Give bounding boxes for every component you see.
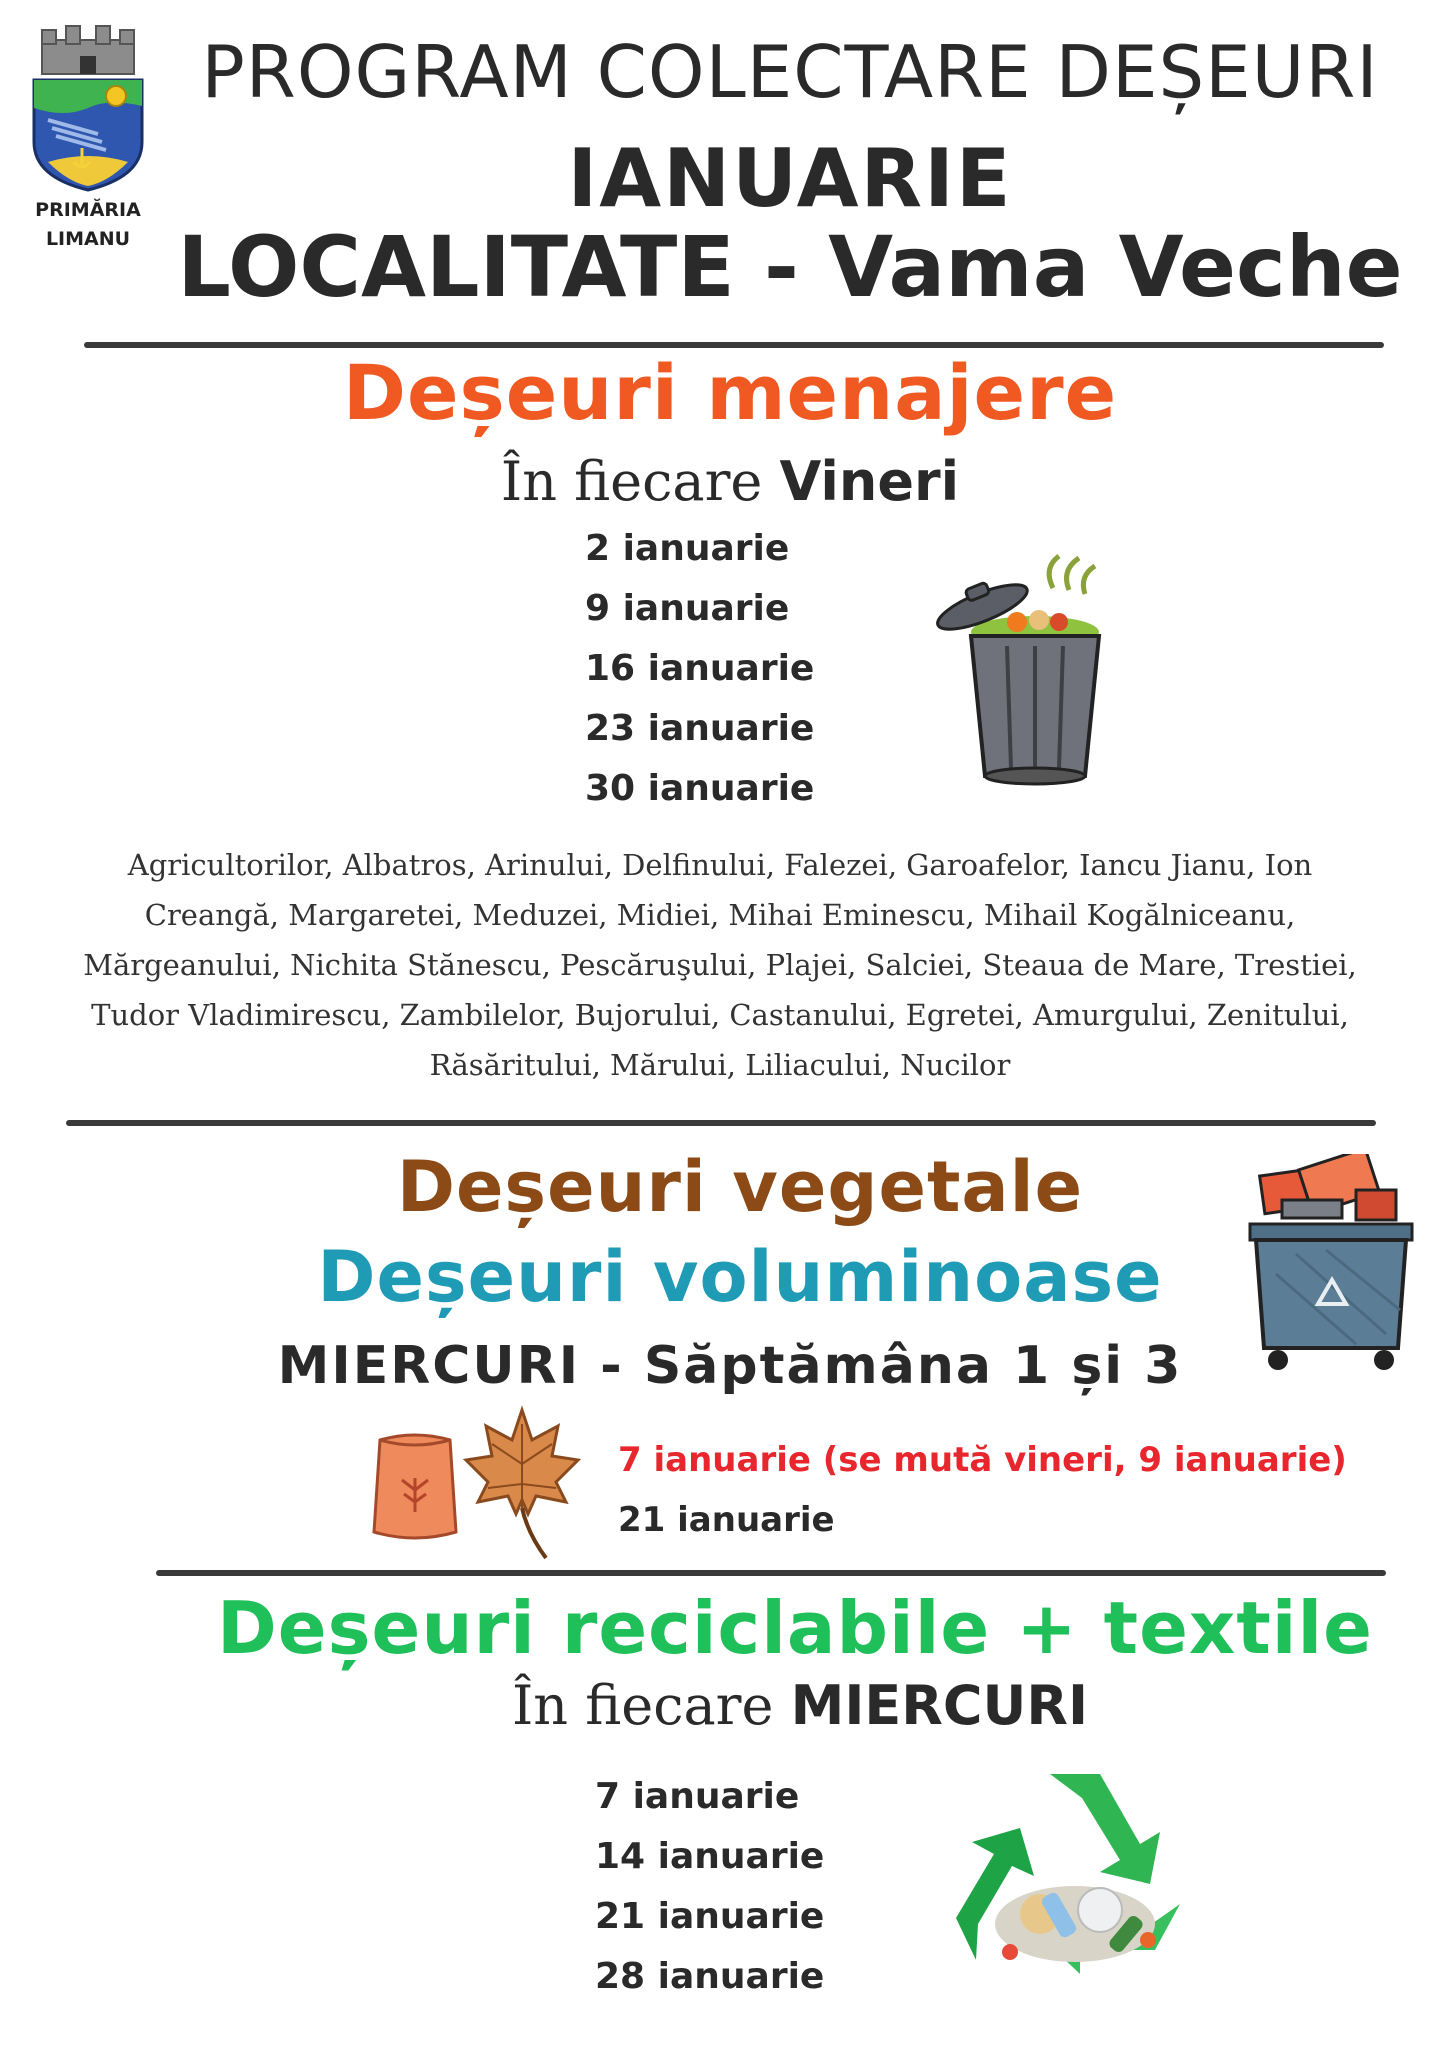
vegetale-schedule: MIERCURI - Săptămâna 1 și 3 xyxy=(277,1336,1183,1396)
reciclabile-frequency xyxy=(400,1674,1200,1737)
crest-name-line2: LIMANU xyxy=(45,228,131,250)
trash-can-icon xyxy=(935,550,1135,794)
list-item: 7 ianuarie xyxy=(595,1776,800,1817)
divider xyxy=(66,1120,1376,1126)
month-heading: IANUARIE xyxy=(567,132,1013,225)
list-item: 16 ianuarie xyxy=(585,648,815,689)
recycle-icon xyxy=(950,1764,1200,1998)
bulky-waste-container-icon xyxy=(1236,1154,1426,1378)
menajere-dates xyxy=(585,528,985,828)
vegetale-date: 21 ianuarie xyxy=(618,1500,835,1540)
reciclabile-title: Deșeuri reciclabile + textile xyxy=(217,1586,1373,1670)
list-item: 21 ianuarie xyxy=(595,1896,825,1937)
vegetale-date-moved: 7 ianuarie (se mută vineri, 9 ianuarie) xyxy=(618,1440,1347,1480)
list-item: 30 ianuarie xyxy=(585,768,815,809)
frequency-day: Vineri xyxy=(779,450,960,513)
list-item: 28 ianuarie xyxy=(595,1956,825,1997)
coat-of-arms-icon xyxy=(28,22,148,196)
frequency-prefix: În fiecare xyxy=(500,450,763,513)
list-item: 2 ianuarie xyxy=(585,528,790,569)
voluminoase-title: Deșeuri voluminoase xyxy=(317,1236,1163,1318)
menajere-frequency xyxy=(300,450,1160,513)
menajere-title: Deșeuri menajere xyxy=(342,348,1118,437)
page-title: PROGRAM COLECTARE DEȘEURI xyxy=(201,30,1379,114)
street-list: Agricultorilor, Albatros, Arinului, Delfinului, Falezei, Garoafelor, Iancu Jianu, Ion Creangă, Margaretei, Meduzei, Midiei, Mihai Eminescu, Mihail Kogălniceanu, Mărgeanului, Nichita Stănescu, Pescăruşului, Plajei, Salciei, Steaua de Mare, Trestiei, Tudor Vladimirescu, Zambilelor, Bujorului, Castanului, Egretei, Amurgului, Zenitului, Răsăritului, Mărului, Liliacului, Nucilor xyxy=(83,848,1357,1082)
locality-heading: LOCALITATE - Vama Veche xyxy=(177,218,1403,316)
leaf-bag-icon xyxy=(370,1426,460,1550)
vegetale-title: Deșeuri vegetale xyxy=(396,1146,1084,1228)
maple-leaf-icon xyxy=(462,1404,582,1568)
list-item: 14 ianuarie xyxy=(595,1836,825,1877)
municipality-name xyxy=(14,196,162,254)
list-item: 23 ianuarie xyxy=(585,708,815,749)
divider xyxy=(156,1570,1386,1576)
crest-name-line1: PRIMĂRIA xyxy=(35,199,141,221)
frequency-prefix: În fiecare xyxy=(511,1674,774,1737)
reciclabile-dates xyxy=(595,1776,995,2016)
frequency-day: MIERCURI xyxy=(790,1674,1089,1737)
list-item: 9 ianuarie xyxy=(585,588,790,629)
